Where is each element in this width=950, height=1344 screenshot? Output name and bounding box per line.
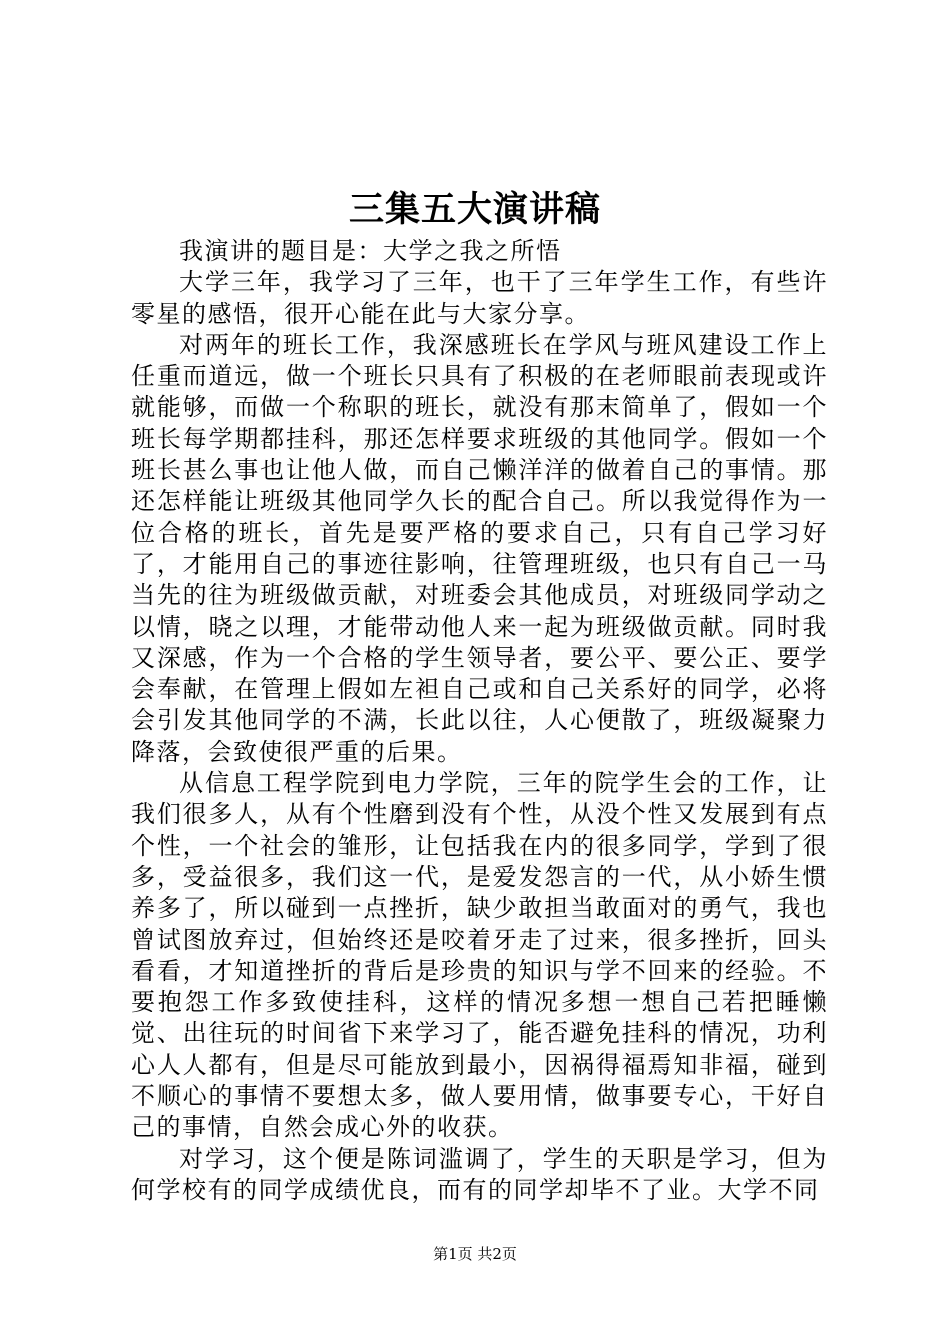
paragraph-study: 对学习，这个便是陈词滥调了，学生的天职是学习，但为何学校有的同学成绩优良，而有的同学却毕不了业。大学不同 bbox=[131, 1144, 828, 1204]
document-body bbox=[131, 236, 828, 1206]
document-title: 三集五大演讲稿 bbox=[348, 189, 601, 230]
page-indicator: 第1页 共2页 bbox=[433, 1245, 517, 1263]
paragraph-class-monitor: 对两年的班长工作，我深感班长在学风与班风建设工作上任重而道远，做一个班长只具有了积极的在老师眼前表现或许就能够，而做一个称职的班长，就没有那末简单了，假如一个班长每学期都挂科，那还怎样要求班级的其他同学。假如一个班长甚么事也让他人做，而自己懒洋洋的做着自己的事情。那还怎样能让班级其他同学久长的配合自己。所以我觉得作为一位合格的班长，首先是要严格的要求自己，只有自己学习好了，才能用自己的事迹往影响，往管理班级，也只有自己一马当先的往为班级做贡献，对班委会其他成员，对班级同学动之以情，晓之以理，才能带动他人来一起为班级做贡献。同时我又深感，作为一个合格的学生领导者，要公平、要公正、要学会奉献，在管理上假如左袒自己或和自己关系好的同学，必将会引发其他同学的不满，长此以往，人心便散了，班级凝聚力降落，会致使很严重的后果。 bbox=[131, 330, 828, 766]
paragraph-student-union: 从信息工程学院到电力学院，三年的院学生会的工作，让我们很多人，从有个性磨到没有个性，从没个性又发展到有点个性，一个社会的雏形，让包括我在内的很多同学，学到了很多，受益很多，我们这一代，是爱发怨言的一代，从小娇生惯养多了，所以碰到一点挫折，缺少敢担当敢面对的勇气，我也曾试图放弃过，但始终还是咬着牙走了过来，很多挫折，回头看看，才知道挫折的背后是珍贵的知识与学不回来的经验。不要抱怨工作多致使挂科，这样的情况多想一想自己若把睡懒觉、出往玩的时间省下来学习了，能否避免挂科的情况，功利心人人都有，但是尽可能放到最小，因祸得福焉知非福，碰到不顺心的事情不要想太多，做人要用情，做事要专心，干好自己的事情，自然会成心外的收获。 bbox=[131, 769, 828, 1142]
paragraph-topic: 我演讲的题目是：大学之我之所悟 bbox=[179, 237, 562, 265]
paragraph-intro: 大学三年，我学习了三年，也干了三年学生工作，有些许零星的感悟，很开心能在此与大家分享。 bbox=[131, 268, 828, 328]
